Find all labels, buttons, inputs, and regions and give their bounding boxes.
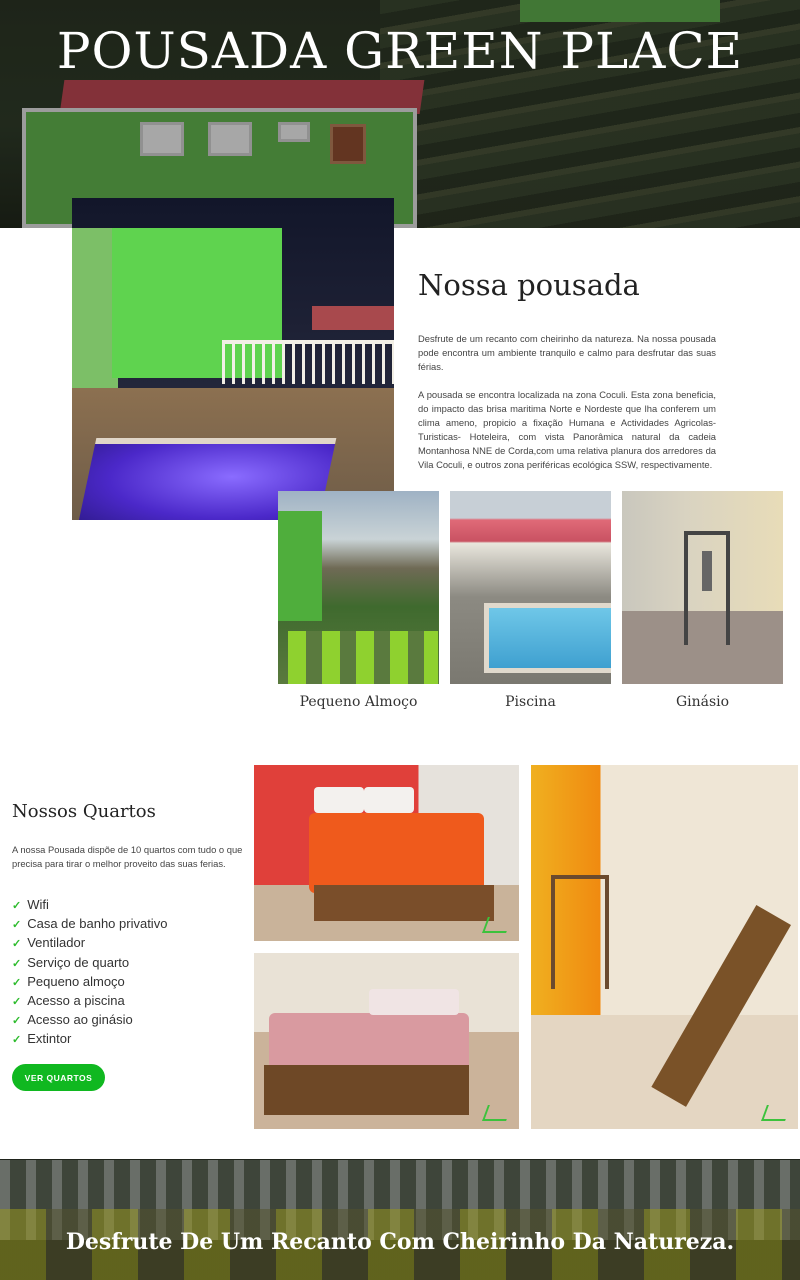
check-icon: ✓ (12, 957, 22, 970)
list-item: ✓ Pequeno almoço (12, 973, 125, 989)
check-icon: ✓ (12, 900, 22, 912)
list-item: ✓ Casa de banho privativo (12, 916, 168, 932)
check-icon: ✓ (12, 976, 22, 989)
amenity-label-ginasio: Ginásio (675, 694, 730, 710)
rooms-feature-list (12, 896, 167, 1050)
check-icon: ✓ (12, 996, 22, 1009)
check-icon: ✓ (12, 1034, 22, 1047)
view-rooms-button[interactable]: VER QUARTOS (12, 1064, 105, 1091)
rooms-title: Nossos Quartos (12, 801, 156, 822)
list-item: ✓ Wifi (12, 897, 49, 912)
footer-tagline: Desfrute De Um Recanto Com Cheirinho Da Natureza. (65, 1229, 735, 1255)
amenity-label-pequeno-almoco: Pequeno Almoço (299, 694, 418, 710)
amenity-image-ginasio (622, 491, 783, 684)
check-icon: ✓ (12, 938, 22, 951)
list-item: ✓ Serviço de quarto (12, 954, 130, 970)
list-item: ✓ Ventilador (12, 935, 86, 951)
amenity-image-piscina (450, 491, 611, 684)
room-photo-2 (254, 953, 519, 1129)
about-paragraph-1: Desfrute de um recanto com cheirinho da natureza. Na nossa pousada pode encontra um ambiente tranquilo e calmo para desfrutar das suas férias. (418, 333, 716, 372)
about-paragraph-2: A pousada se encontra localizada na zona Coculi. Esta zona beneficia, do impacto das brisa maritima Norte e Nordeste que lha conferem um clima ameno, propicio a fixação Humana e Actividades Agricolas-Turisticas- Hoteleira, com vista Panorâmica natural da cadeia Montanhosa NNE de Corda,com uma relativa planura dos arredores da Vila Coculi, e outros zona periféricas ecológica SSW, respectivamente. (418, 389, 716, 470)
rooms-description: A nossa Pousada dispõe de 10 quartos com tudo o que precisa para tirar o melhor proveito das suas ferias. (12, 844, 243, 869)
room-photo-1 (254, 765, 519, 941)
amenity-image-pequeno-almoco (278, 491, 439, 684)
check-icon: ✓ (12, 919, 22, 932)
footer-banner (0, 1159, 800, 1280)
hero-title: POUSADA GREEN PLACE (56, 22, 744, 80)
list-item: ✓ Acesso ao ginásio (12, 1012, 133, 1028)
list-item: ✓ Acesso a piscina (12, 993, 125, 1009)
amenity-label-piscina: Piscina (505, 694, 556, 710)
list-item: ✓ Extintor (12, 1031, 72, 1047)
logo-icon (482, 1105, 512, 1121)
about-title: Nossa pousada (418, 268, 640, 302)
hero-banner (0, 0, 800, 228)
check-icon: ✓ (12, 1015, 22, 1028)
room-photo-3 (531, 765, 798, 1129)
pousada-night-photo (72, 198, 394, 520)
